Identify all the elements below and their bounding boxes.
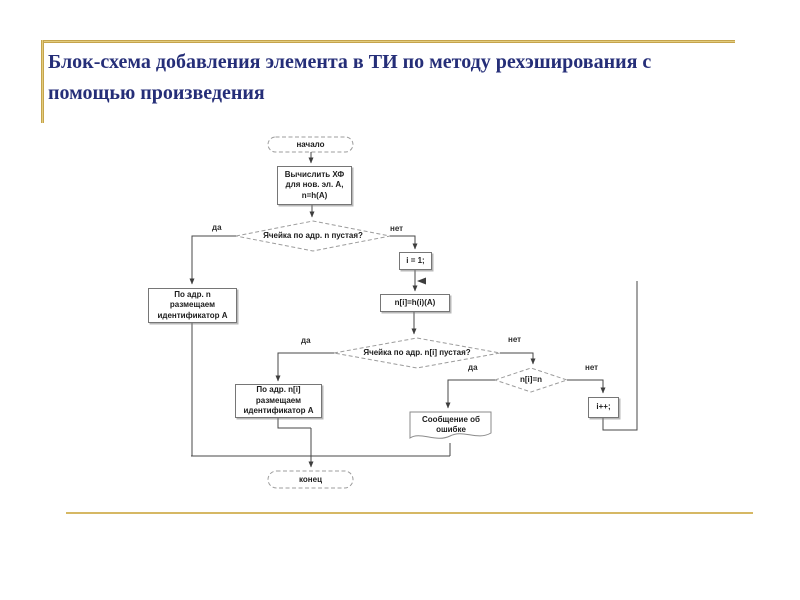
start-terminator-label: начало bbox=[296, 139, 325, 149]
rehash-label: n[i]=h(i)(A) bbox=[394, 297, 436, 307]
decision2-label: Ячейка по адр. n[i] пустая? bbox=[363, 348, 471, 357]
compute-hash-line2: для нов. эл. A, bbox=[285, 180, 344, 190]
place-at-ni-line2: размещаем bbox=[255, 395, 302, 405]
decision3-no-label: нет bbox=[585, 363, 599, 372]
edge-decision3-no bbox=[567, 380, 603, 393]
page-title-line1: Блок-схема добавления элемента в ТИ по методу рехэширования с bbox=[48, 51, 652, 73]
decision1-no-label: нет bbox=[390, 224, 404, 233]
error-line1: Сообщение об bbox=[422, 415, 480, 424]
decision3-yes-label: да bbox=[468, 363, 478, 372]
increment-box bbox=[588, 397, 619, 418]
error-document-label bbox=[412, 414, 490, 436]
init-i-box bbox=[399, 252, 432, 270]
edge-decision1-yes bbox=[192, 236, 236, 284]
edge-decision2-yes bbox=[278, 353, 334, 381]
place-at-ni-line1: По адр. n[i] bbox=[256, 385, 301, 395]
init-i-label: i = 1; bbox=[406, 255, 425, 265]
decision1-label: Ячейка по адр. n пустая? bbox=[263, 231, 363, 240]
place-at-n-line1: По адр. n bbox=[174, 289, 211, 299]
rehash-box bbox=[380, 294, 450, 312]
place-at-n-line3: идентификатор A bbox=[157, 310, 228, 320]
edge-decision3-yes bbox=[448, 380, 495, 408]
place-at-n-line2: размещаем bbox=[169, 300, 216, 310]
place-at-ni-box bbox=[235, 384, 322, 418]
decision2-no-label: нет bbox=[508, 335, 522, 344]
decision1-yes-label: да bbox=[212, 223, 222, 232]
edge-decision2-no bbox=[500, 353, 533, 364]
page-title-line2: помощью произведения bbox=[48, 82, 265, 104]
error-line2: ошибке bbox=[436, 425, 466, 434]
edge-decision1-no bbox=[390, 236, 415, 249]
end-terminator-label: конец bbox=[299, 474, 322, 484]
increment-label: i++; bbox=[596, 402, 611, 412]
edge-place-ni-route bbox=[278, 417, 311, 428]
compute-hash-line1: Вычислить ХФ bbox=[284, 169, 345, 179]
compute-hash-line3: n=h(A) bbox=[301, 190, 328, 200]
compute-hash-box bbox=[277, 166, 352, 205]
loop-merge-arrowhead bbox=[417, 278, 426, 285]
place-at-n-box bbox=[148, 288, 237, 323]
decision3-label: n[i]=n bbox=[520, 375, 542, 384]
place-at-ni-line3: идентификатор A bbox=[243, 406, 314, 416]
decision2-yes-label: да bbox=[301, 336, 311, 345]
